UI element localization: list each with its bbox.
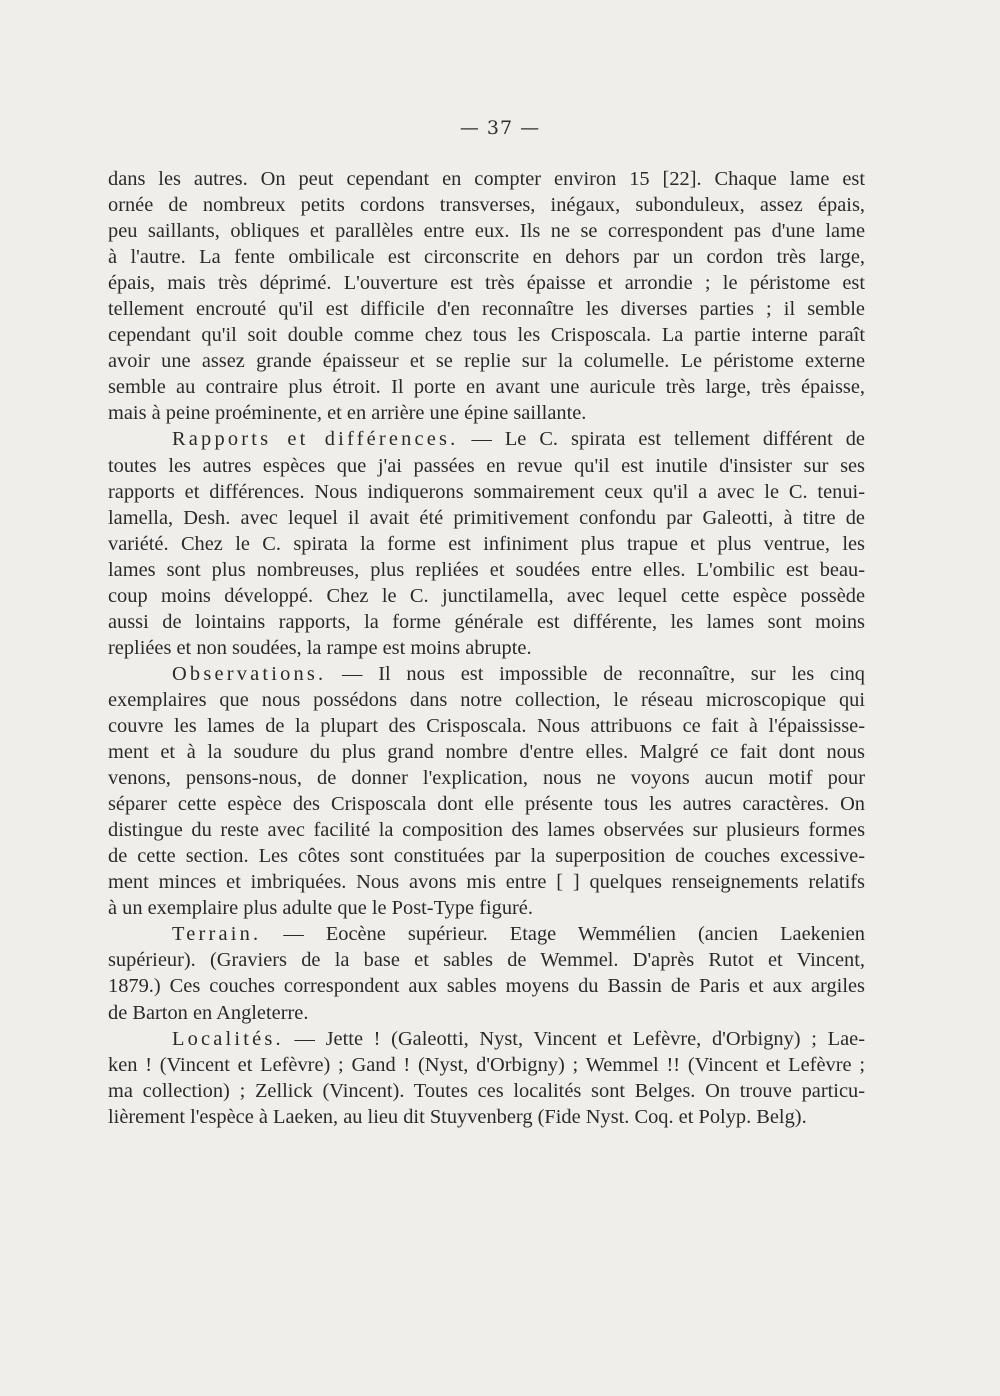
section-heading-observations: Observations. <box>172 662 327 685</box>
text-line: à un exemplaire plus adulte que le Post-Type figuré. <box>108 897 533 920</box>
text-line: ment minces et imbriquées. Nous avons mis entre [ ] quelques renseignements relatifs <box>108 871 865 894</box>
text-line: exemplaires que nous possédons dans notre collection, le réseau microscopique qui <box>108 688 865 711</box>
text-line: rapports et différences. Nous indiquerons sommairement ceux qu'il a avec le C. tenui- <box>108 480 865 503</box>
section-heading-localites: Localités. <box>172 1027 284 1050</box>
text-line: coup moins développé. Chez le C. junctilamella, avec lequel cette espèce possède <box>108 584 865 607</box>
paragraph-rapports <box>108 426 865 660</box>
text-line: repliées et non soudées, la rampe est moins abrupte. <box>108 636 532 659</box>
paragraph-localites <box>108 1026 865 1130</box>
text-line: ma collection) ; Zellick (Vincent). Toutes ces localités sont Belges. On trouve particu- <box>108 1079 865 1102</box>
section-heading-terrain: Terrain. <box>172 923 262 946</box>
text-line: semble au contraire plus étroit. Il porte en avant une auricule très large, très épaisse, <box>108 376 865 399</box>
text-line: ment et à la soudure du plus grand nombre d'entre elles. Malgré ce fait dont nous <box>108 741 865 764</box>
text-line: ornée de nombreux petits cordons transverses, inégaux, subonduleux, assez épais, <box>108 194 865 217</box>
text-line: mais à peine proéminente, et en arrière une épine saillante. <box>108 402 587 425</box>
text-line: aussi de lointains rapports, la forme générale est différente, les lames sont moins <box>108 610 865 633</box>
text-line: toutes les autres espèces que j'ai passées en revue qu'il est inutile d'insister sur ses <box>108 454 865 477</box>
text-line: séparer cette espèce des Crisposcala dont elle présente tous les autres caractères. On <box>108 793 865 816</box>
text-line: lames sont plus nombreuses, plus repliées et soudées entre elles. L'ombilic est beau- <box>108 558 865 581</box>
text-line: cependant qu'il soit double comme chez tous les Crisposcala. La partie interne paraît <box>108 324 865 347</box>
text-line: Terrain. — Eocène supérieur. Etage Wemmélien (ancien Laekenien <box>172 923 865 946</box>
paragraph-terrain <box>108 921 865 1025</box>
text-line: distingue du reste avec facilité la composition des lames observées sur plusieurs formes <box>108 819 865 842</box>
text-line: de cette section. Les côtes sont constituées par la superposition de couches excessive- <box>108 845 865 868</box>
paragraph-observations <box>108 661 865 921</box>
text-line: Rapports et différences. — Le C. spirata est tellement différent de <box>172 428 865 451</box>
paragraph-continuation <box>108 166 865 426</box>
text-line: ken ! (Vincent et Lefèvre) ; Gand ! (Nyst, d'Orbigny) ; Wemmel !! (Vincent et Lefèvre ; <box>108 1053 865 1076</box>
text-line: venons, pensons-nous, de donner l'explication, nous ne voyons aucun motif pour <box>108 767 865 790</box>
text-line: lièrement l'espèce à Laeken, au lieu dit Stuyvenberg (Fide Nyst. Coq. et Polyp. Belg). <box>108 1105 807 1128</box>
page-number: — 37 — <box>459 117 541 139</box>
text-line: couvre les lames de la plupart des Crisposcala. Nous attribuons ce fait à l'épaississe- <box>108 714 865 737</box>
text-line: tellement encrouté qu'il est difficile d'en reconnaître les diverses parties ; il semble <box>108 298 865 321</box>
text-line: dans les autres. On peut cependant en compter environ 15 [22]. Chaque lame est <box>108 168 865 190</box>
text-line: épais, mais très déprimé. L'ouverture est très épaisse et arrondie ; le péristome est <box>108 272 865 295</box>
section-heading-rapports: Rapports et différences. <box>172 428 459 451</box>
text-line: à l'autre. La fente ombilicale est circonscrite en dehors par un cordon très large, <box>108 246 865 269</box>
text-line: Observations. — Il nous est impossible de reconnaître, sur les cinq <box>172 662 865 685</box>
text-line: 1879.) Ces couches correspondent aux sables moyens du Bassin de Paris et aux argiles <box>108 975 865 998</box>
text-line: peu saillants, obliques et parallèles entre eux. Ils ne se correspondent pas d'une lame <box>108 220 865 243</box>
text-line: variété. Chez le C. spirata la forme est infiniment plus trapue et plus ventrue, les <box>108 532 865 555</box>
text-line: de Barton en Angleterre. <box>108 1001 309 1024</box>
text-line: supérieur). (Graviers de la base et sables de Wemmel. D'après Rutot et Vincent, <box>108 949 865 972</box>
text-line: lamella, Desh. avec lequel il avait été primitivement confondu par Galeotti, à titre de <box>108 506 865 529</box>
text-line: avoir une assez grande épaisseur et se replie sur la columelle. Le péristome externe <box>108 350 865 373</box>
text-line: Localités. — Jette ! (Galeotti, Nyst, Vincent et Lefèvre, d'Orbigny) ; Lae- <box>172 1027 865 1050</box>
body-text <box>108 166 865 1130</box>
